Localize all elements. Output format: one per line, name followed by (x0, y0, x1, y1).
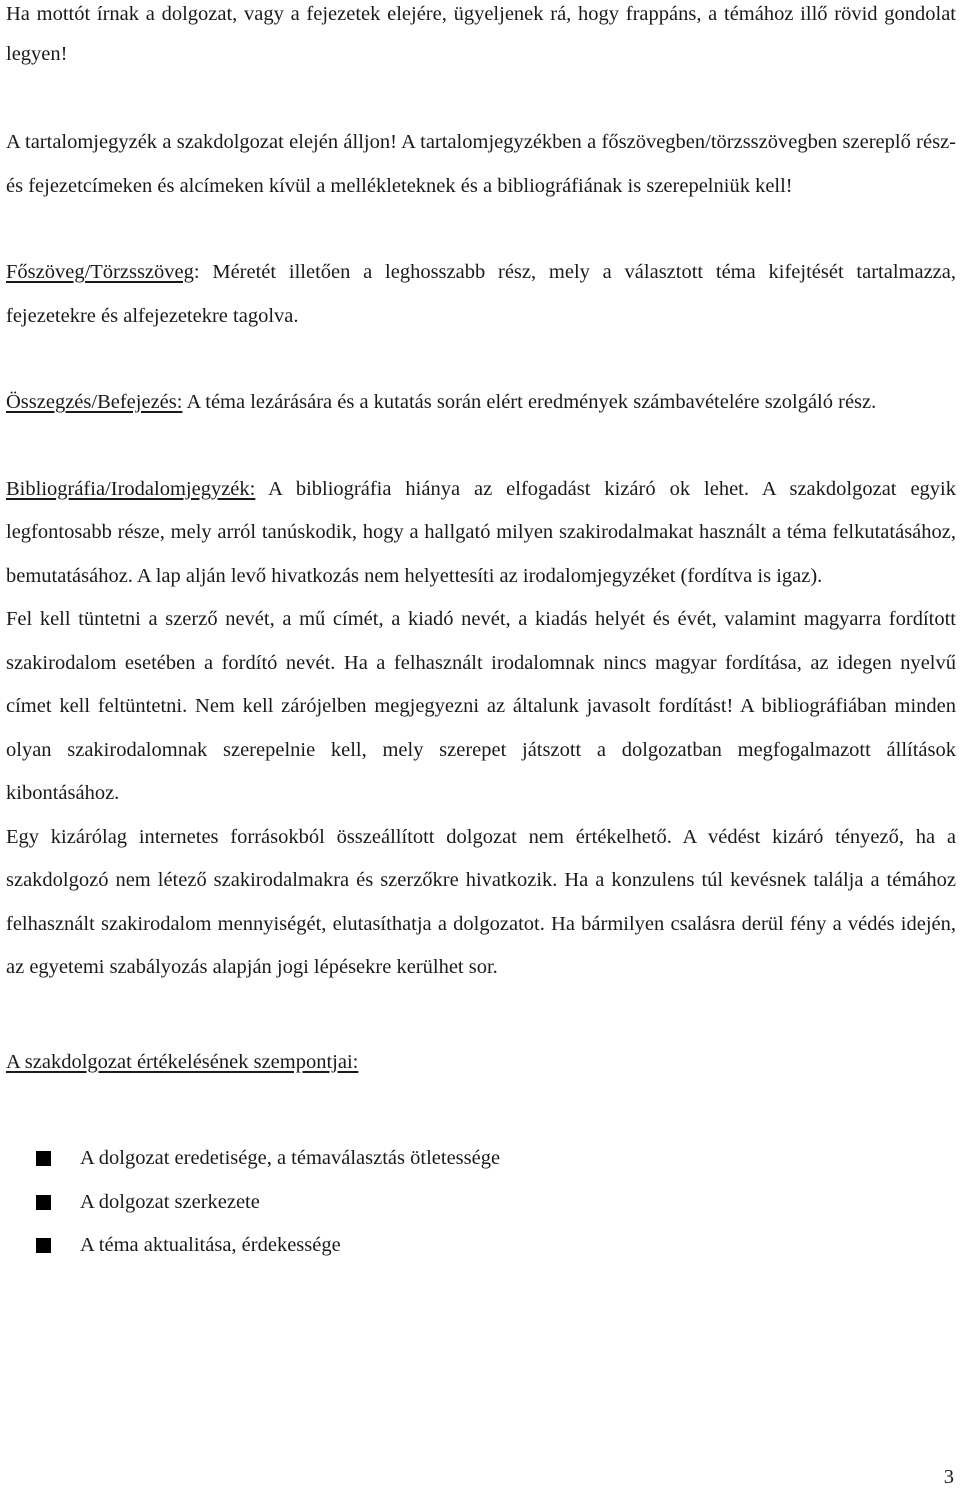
table-of-contents-paragraph: A tartalomjegyzék a szakdolgozat elején álljon! A tartalomjegyzékben a főszövegben/törzsszövegben szereplő rész- és fejezetcímeken és alcímeken kívül a mellékleteknek és a bibliográfiának is szerepelniük kell! (6, 131, 956, 197)
bibliography-sources-paragraph: Egy kizárólag internetes forrásokból összeállított dolgozat nem értékelhető. A védést kizáró tényező, ha a szakdolgozó nem létező szakirodalmakra és szerzőkre hivatkozik. Ha a konzulens túl kevésnek találja a témához felhasznált szakirodalom mennyiségét, elutasíthatja a dolgozatot. Ha bármilyen csalásra derül fény a védés idején, az egyetemi szabályozás alapján jogi lépésekre kerülhet sor. (6, 825, 956, 978)
evaluation-criteria-list (6, 1137, 956, 1268)
evaluation-heading-paragraph (6, 1041, 956, 1085)
square-bullet-icon (36, 1195, 51, 1210)
motto-paragraph: Ha mottót írnak a dolgozat, vagy a fejezetek elejére, ügyeljenek rá, hogy frappáns, a témához illő rövid gondolat legyen! (6, 3, 956, 65)
main-text-paragraph (6, 251, 956, 338)
page-number: 3 (943, 1466, 954, 1488)
summary-heading: Összegzés/Befejezés: (6, 391, 183, 413)
bibliography-paragraph (6, 468, 956, 599)
summary-body: A téma lezárására és a kutatás során elért eredmények számbavételére szolgáló rész. (182, 391, 877, 413)
bibliography-heading: Bibliográfia/Irodalomjegyzék: (6, 477, 256, 500)
square-bullet-icon (36, 1151, 51, 1166)
summary-paragraph (6, 381, 956, 425)
bibliography-body: A bibliográfia hiánya az elfogadást kizáró ok lehet. A szakdolgozat egyik legfontosabb része, mely arról tanúskodik, hogy a hallgató milyen szakirodalmakat használt a téma felkutatásához, bemutatásához. A lap alján levő hivatkozás nem helyettesíti az irodalomjegyzéket (fordítva is igaz). (6, 477, 956, 587)
main-text-heading: Főszöveg/Törzsszöveg (6, 261, 194, 283)
criterion-text: A dolgozat eredetisége, a témaválasztás ötletessége (80, 1147, 501, 1169)
square-bullet-icon (36, 1238, 51, 1253)
document-page (6, 0, 956, 1268)
criterion-text: A téma aktualitása, érdekessége (80, 1234, 341, 1256)
bibliography-citation-paragraph: Fel kell tüntetni a szerző nevét, a mű címét, a kiadó nevét, a kiadás helyét és évét, valamint magyarra fordított szakirodalom esetében a fordító nevét. Ha a felhasznált irodalomnak nincs magyar fordítása, az idegen nyelvű címet kell feltüntetni. Nem kell zárójelben megjegyezni az általunk javasolt fordítást! A bibliográfiában minden olyan szakirodalomnak szerepelnie kell, mely szerepet játszott a dolgozatban megfogalmazott állítások kibontásához. (6, 608, 956, 804)
list-item (6, 1224, 956, 1268)
criterion-text: A dolgozat szerkezete (80, 1190, 260, 1213)
list-item (6, 1137, 956, 1181)
evaluation-heading: A szakdolgozat értékelésének szempontjai: (6, 1050, 359, 1073)
main-text-separator: : (193, 261, 213, 283)
main-text-body: Méretét illetően a leghosszabb rész, mely a választott téma kifejtését tartalmazza, fejezetekre és alfejezetekre tagolva. (6, 261, 956, 327)
list-item (6, 1181, 956, 1225)
